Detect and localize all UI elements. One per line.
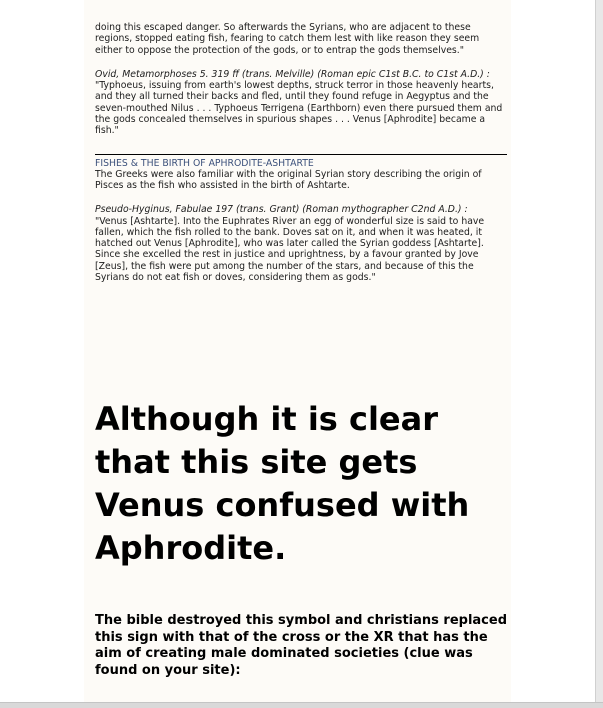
citation-ovid: Ovid, Metamorphoses 5. 319 ff (trans. Melville) (Roman epic C1st B.C. to C1st A.D.) : xyxy=(95,68,490,80)
commentary-text: The bible destroyed this symbol and christians replaced this sign with that of the cross or the XR that has the aim of creating male dominated societies (clue was found on your site): xyxy=(95,613,508,678)
citation-hyginus: Pseudo-Hyginus, Fabulae 197 (trans. Grant) (Roman mythographer C2nd A.D.) : xyxy=(95,204,468,216)
quote-hyginus: "Venus [Ashtarte]. Into the Euphrates River an egg of wonderful size is said to have fallen, which the fish rolled to the bank. Doves sat on it, and when it was heated, it hatched out Venus [Aphrodite], who was later called the Syrian goddess [Ashtarte]. Since she excelled the rest in justice and uprightness, by a favour granted by Jove [Zeus], the fish were put among the number of the stars, and because of this the Syrians do not eat fish or doves, considering them as gods." xyxy=(95,215,485,284)
document-page xyxy=(84,0,511,702)
section-divider xyxy=(95,154,507,155)
commentary-heading: Although it is clear that this site gets Venus confused with Aphrodite. xyxy=(95,400,470,567)
section-heading: FISHES & THE BIRTH OF APHRODITE-ASHTARTE xyxy=(95,157,314,169)
window-bottom-edge xyxy=(0,702,603,708)
quote-ovid: "Typhoeus, issuing from earth's lowest depths, struck terror in those heavenly hearts, and they all turned their backs and fled, until they found refuge in Aegyptus and the seven-mouthed Nilus . . . Typhoeus Terrigena (Earthborn) even there pursued them and the gods concealed themselves in spurious shapes . . . Venus [Aphrodite] became a fish." xyxy=(95,80,503,137)
article-text xyxy=(95,22,505,283)
paragraph-greeks: The Greeks were also familiar with the original Syrian story describing the origin of Pisces as the fish who assisted in the birth of Ashtarte. xyxy=(95,168,482,191)
vertical-scrollbar[interactable] xyxy=(595,0,603,703)
paragraph-escaped-danger: doing this escaped danger. So afterwards the Syrians, who are adjacent to these regions, stopped eating fish, fearing to catch them lest with like reason they seem either to oppose the protection of the gods, or to entrap the gods themselves." xyxy=(95,22,480,56)
